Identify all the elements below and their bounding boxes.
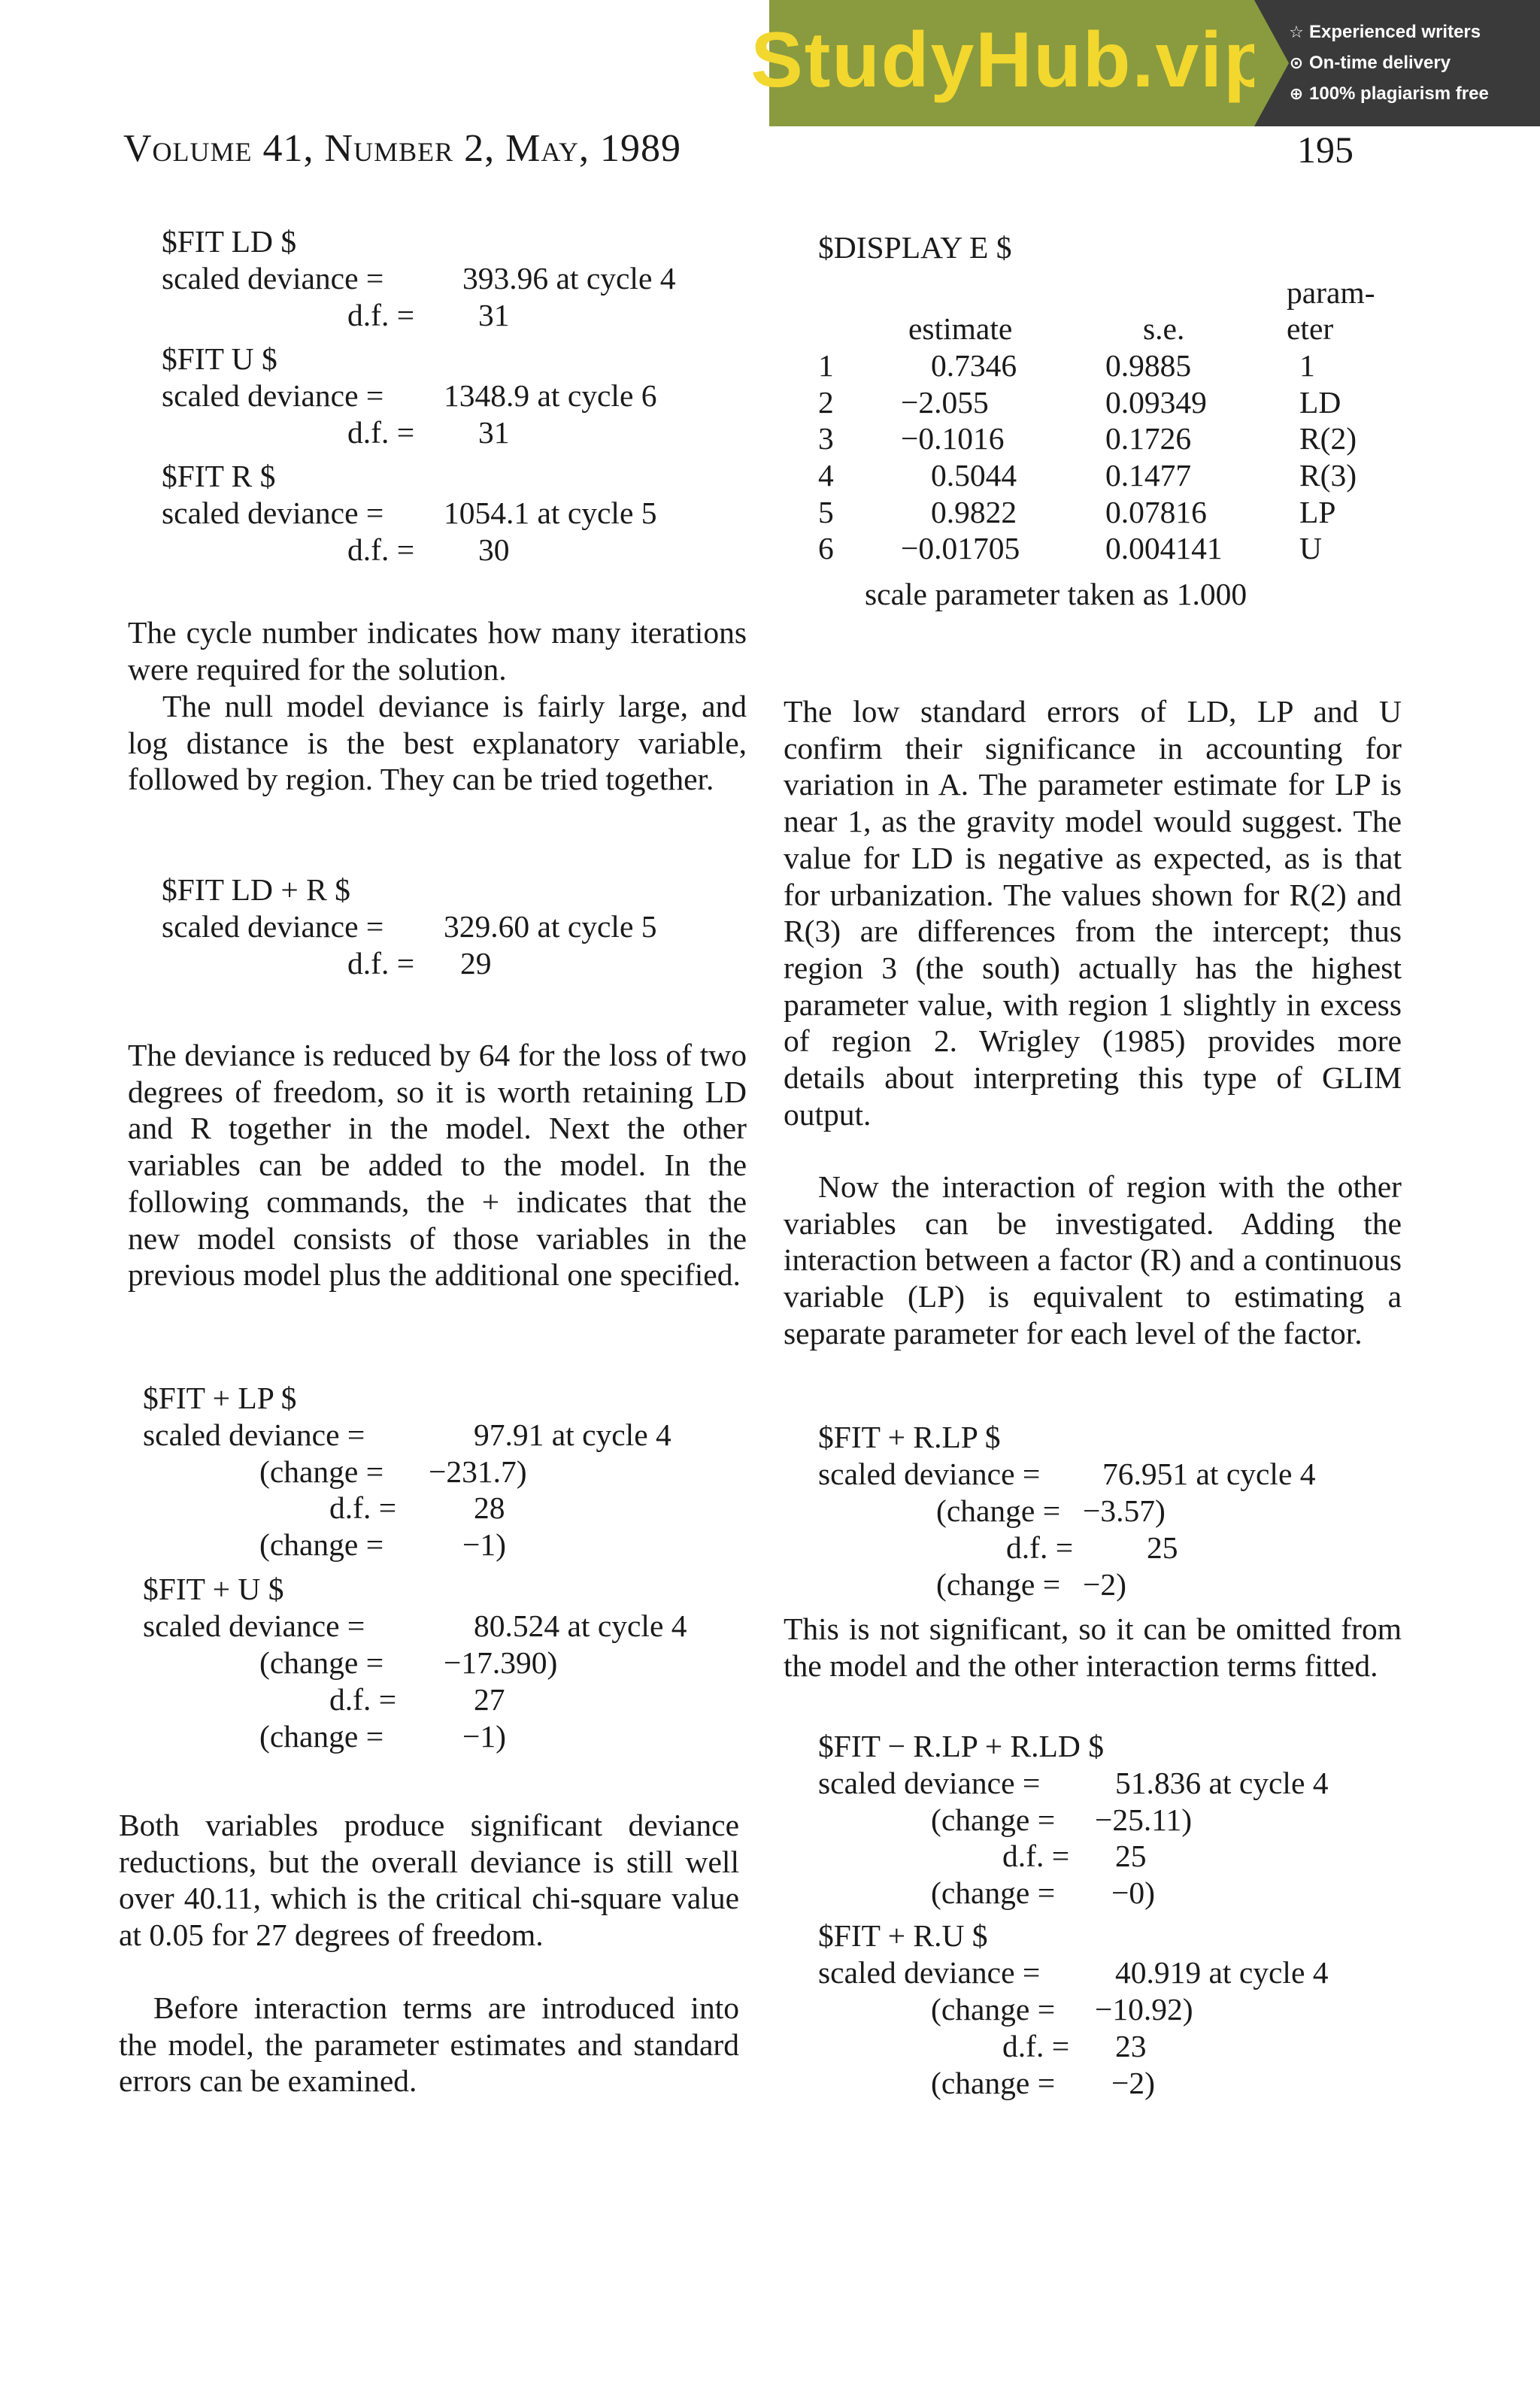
fit-lp-change1-value: −231.7): [429, 1454, 527, 1489]
feature-label: 100% plagiarism free: [1309, 83, 1489, 104]
row-se: 0.004141: [1105, 531, 1223, 565]
fit-rld-change1-label: (change =: [931, 1802, 1056, 1837]
feature-label: Experienced writers: [1309, 22, 1481, 42]
fit-ru-command: $FIT + R.U $: [818, 1918, 988, 1953]
fit-rlp-df-label: d.f. =: [1006, 1530, 1074, 1565]
fit-rld-command: $FIT − R.LP + R.LD $: [818, 1729, 1105, 1763]
scale-parameter-note: scale parameter taken as 1.000: [865, 577, 1247, 611]
row-param: 1: [1299, 348, 1315, 383]
left-paragraph-4: Both variables produce significant deviance reductions, but the overall deviance is still well over 40.11, which is the critical chi-square value at 0.05 for 27 degrees of freedom.: [119, 1808, 739, 1953]
fit-rld-df-label: d.f. =: [1002, 1839, 1070, 1873]
fit-ld-r-df-value: 29: [460, 946, 492, 981]
row-param: U: [1299, 531, 1322, 565]
fit-plus-u-dev-label: scaled deviance =: [143, 1608, 365, 1643]
row-number: 4: [818, 458, 834, 493]
right-paragraph-3: This is not significant, so it can be omitted from the model and the other interaction terms fitted.: [784, 1611, 1402, 1683]
clock-icon: ⊙: [1289, 53, 1304, 72]
fit-rlp-change2-value: −2): [1083, 1567, 1126, 1602]
fit-ld-r-dev-value: 329.60 at cycle 5: [444, 909, 657, 944]
fit-ld-dev-label: scaled deviance =: [162, 261, 384, 296]
fit-rlp-dev-label: scaled deviance =: [818, 1457, 1041, 1491]
parameter-table: [818, 274, 1412, 605]
fit-u-dev-value: 1348.9 at cycle 6: [444, 378, 657, 413]
fit-ru-df-label: d.f. =: [1002, 2029, 1070, 2063]
fit-ld-df-value: 31: [478, 298, 510, 332]
fit-rld-dev-label: scaled deviance =: [818, 1766, 1041, 1800]
right-paragraph-1: The low standard errors of LD, LP and U confirm their significance in accounting for variation in A. The parameter estimate for LP is near 1, as the gravity model would suggest. The value for LD is negative as expected, as is that for urbanization. The values shown for R(2) and R(3) are differences from the intercept; thus region 3 (the south) actually has the highest parameter value, with region 1 slightly in excess of region 2. Wrigley (1985) provides more details about interpreting this type of GLIM output.: [784, 694, 1402, 1132]
feature-item: [1287, 47, 1535, 78]
fit-plus-u-change1-label: (change =: [259, 1645, 384, 1680]
fit-ld-r-dev-label: scaled deviance =: [162, 909, 384, 944]
fit-ru-dev-value: 40.919 at cycle 4: [1115, 1955, 1329, 1990]
brand-logo-box[interactable]: [750, 0, 1273, 126]
fit-rld-change2-value: −0): [1111, 1875, 1155, 1910]
fit-rld-change1-value: −25.11): [1095, 1802, 1193, 1837]
row-se: 0.1726: [1105, 421, 1192, 456]
fit-ld-dev-value: 393.96 at cycle 4: [462, 261, 676, 296]
fit-ru-dev-label: scaled deviance =: [818, 1955, 1041, 1990]
fit-ru-change1-label: (change =: [931, 1992, 1056, 2027]
left-paragraph-2: The null model deviance is fairly large, and log distance is the best explanatory variable, followed by region. They can be tried together.: [128, 689, 747, 797]
running-head: Volume 41, Number 2, May, 1989: [123, 127, 682, 170]
fit-plus-u-change2-value: −1): [462, 1719, 506, 1754]
row-number: 2: [818, 385, 834, 420]
row-estimate: 0.7346: [931, 348, 1017, 383]
col-header-param-bottom: eter: [1287, 311, 1334, 346]
fit-ld-r-df-label: d.f. =: [347, 946, 415, 981]
left-paragraph-1: The cycle number indicates how many iterations were required for the solution.: [128, 615, 747, 687]
fit-lp-command: $FIT + LP $: [143, 1381, 297, 1415]
star-icon: ☆: [1289, 23, 1304, 41]
banner-features: [1287, 17, 1535, 109]
feature-label: On-time delivery: [1309, 53, 1451, 73]
right-paragraph-2: Now the interaction of region with the other variables can be investigated. Adding the interaction between a factor (R) and a continuous variable (LP) is equivalent to estimating a separate parameter for each level of the factor.: [784, 1169, 1402, 1351]
row-param: R(3): [1299, 458, 1357, 493]
brand-logo[interactable]: StudyHub.vip: [750, 16, 1273, 104]
row-number: 1: [818, 348, 834, 383]
row-number: 5: [818, 495, 834, 529]
row-param: LP: [1299, 495, 1336, 529]
fit-ru-change2-value: −2): [1111, 2066, 1155, 2100]
fit-r-command: $FIT R $: [162, 459, 276, 493]
col-header-param-top: param-: [1287, 275, 1375, 310]
row-param: R(2): [1299, 421, 1357, 456]
row-estimate: 0.5044: [931, 458, 1017, 493]
row-estimate: −0.1016: [901, 421, 1005, 456]
feature-item: [1287, 78, 1535, 109]
fit-rlp-df-value: 25: [1147, 1530, 1178, 1565]
ad-banner[interactable]: [750, 0, 1540, 126]
fit-plus-u-dev-value: 80.524 at cycle 4: [474, 1608, 687, 1643]
row-se: 0.9885: [1105, 348, 1192, 383]
fit-rlp-change2-label: (change =: [936, 1567, 1061, 1602]
fit-ru-change1-value: −10.92): [1095, 1992, 1193, 2027]
row-se: 0.09349: [1105, 385, 1207, 420]
fit-lp-df-value: 28: [474, 1490, 505, 1525]
left-paragraph-5: Before interaction terms are introduced into the model, the parameter estimates and standard errors can be examined.: [119, 1990, 739, 2099]
fit-rlp-command: $FIT + R.LP $: [818, 1420, 1001, 1454]
row-se: 0.07816: [1105, 495, 1207, 529]
fit-rlp-change1-value: −3.57): [1083, 1493, 1166, 1528]
fit-plus-u-df-value: 27: [474, 1682, 505, 1717]
fit-plus-u-change1-value: −17.390): [444, 1645, 558, 1680]
fit-u-df-label: d.f. =: [347, 415, 415, 450]
fit-ru-df-value: 23: [1115, 2029, 1147, 2063]
fit-rlp-change1-label: (change =: [936, 1493, 1061, 1528]
feature-item: [1287, 17, 1535, 47]
page-number: 195: [1297, 129, 1354, 171]
fit-ru-change2-label: (change =: [931, 2066, 1056, 2100]
fit-u-dev-label: scaled deviance =: [162, 378, 384, 413]
fit-r-df-value: 30: [478, 532, 510, 567]
fit-u-df-value: 31: [478, 415, 510, 450]
left-paragraph-3: The deviance is reduced by 64 for the loss of two degrees of freedom, so it is worth retaining LD and R together in the model. Next the other variables can be added to the model. In the following commands, the + indicates that the new model consists of those variables in the previous model plus the additional one specified.: [128, 1038, 747, 1293]
fit-plus-u-command: $FIT + U $: [143, 1572, 284, 1606]
fit-u-command: $FIT U $: [162, 341, 277, 376]
fit-lp-dev-value: 97.91 at cycle 4: [474, 1417, 671, 1452]
fit-lp-change2-value: −1): [462, 1527, 506, 1562]
fit-plus-u-df-label: d.f. =: [329, 1682, 397, 1717]
row-estimate: 0.9822: [931, 495, 1017, 529]
fit-r-dev-value: 1054.1 at cycle 5: [444, 496, 657, 530]
fit-lp-change1-label: (change =: [259, 1454, 384, 1489]
fit-rld-df-value: 25: [1115, 1839, 1147, 1873]
fit-lp-dev-label: scaled deviance =: [143, 1417, 365, 1452]
row-estimate: −2.055: [901, 385, 989, 420]
fit-r-df-label: d.f. =: [347, 532, 415, 567]
shield-icon: ⊕: [1289, 84, 1304, 103]
fit-lp-df-label: d.f. =: [329, 1490, 397, 1525]
row-number: 6: [818, 531, 834, 565]
col-header-estimate: estimate: [908, 311, 1013, 346]
display-command: $DISPLAY E $: [818, 230, 1012, 265]
row-param: LD: [1299, 385, 1341, 420]
fit-ld-command: $FIT LD $: [162, 224, 297, 259]
row-estimate: −0.01705: [901, 531, 1020, 565]
fit-ld-r-command: $FIT LD + R $: [162, 872, 350, 907]
fit-rld-change2-label: (change =: [931, 1875, 1056, 1910]
fit-r-dev-label: scaled deviance =: [162, 496, 384, 530]
row-se: 0.1477: [1105, 458, 1192, 493]
banner-arrow-decoration: [1254, 0, 1289, 126]
fit-rld-dev-value: 51.836 at cycle 4: [1115, 1766, 1329, 1800]
fit-rlp-dev-value: 76.951 at cycle 4: [1102, 1457, 1316, 1491]
fit-plus-u-change2-label: (change =: [259, 1719, 384, 1754]
row-number: 3: [818, 421, 834, 456]
fit-lp-change2-label: (change =: [259, 1527, 384, 1562]
col-header-se: s.e.: [1143, 311, 1185, 346]
fit-ld-df-label: d.f. =: [347, 298, 415, 332]
